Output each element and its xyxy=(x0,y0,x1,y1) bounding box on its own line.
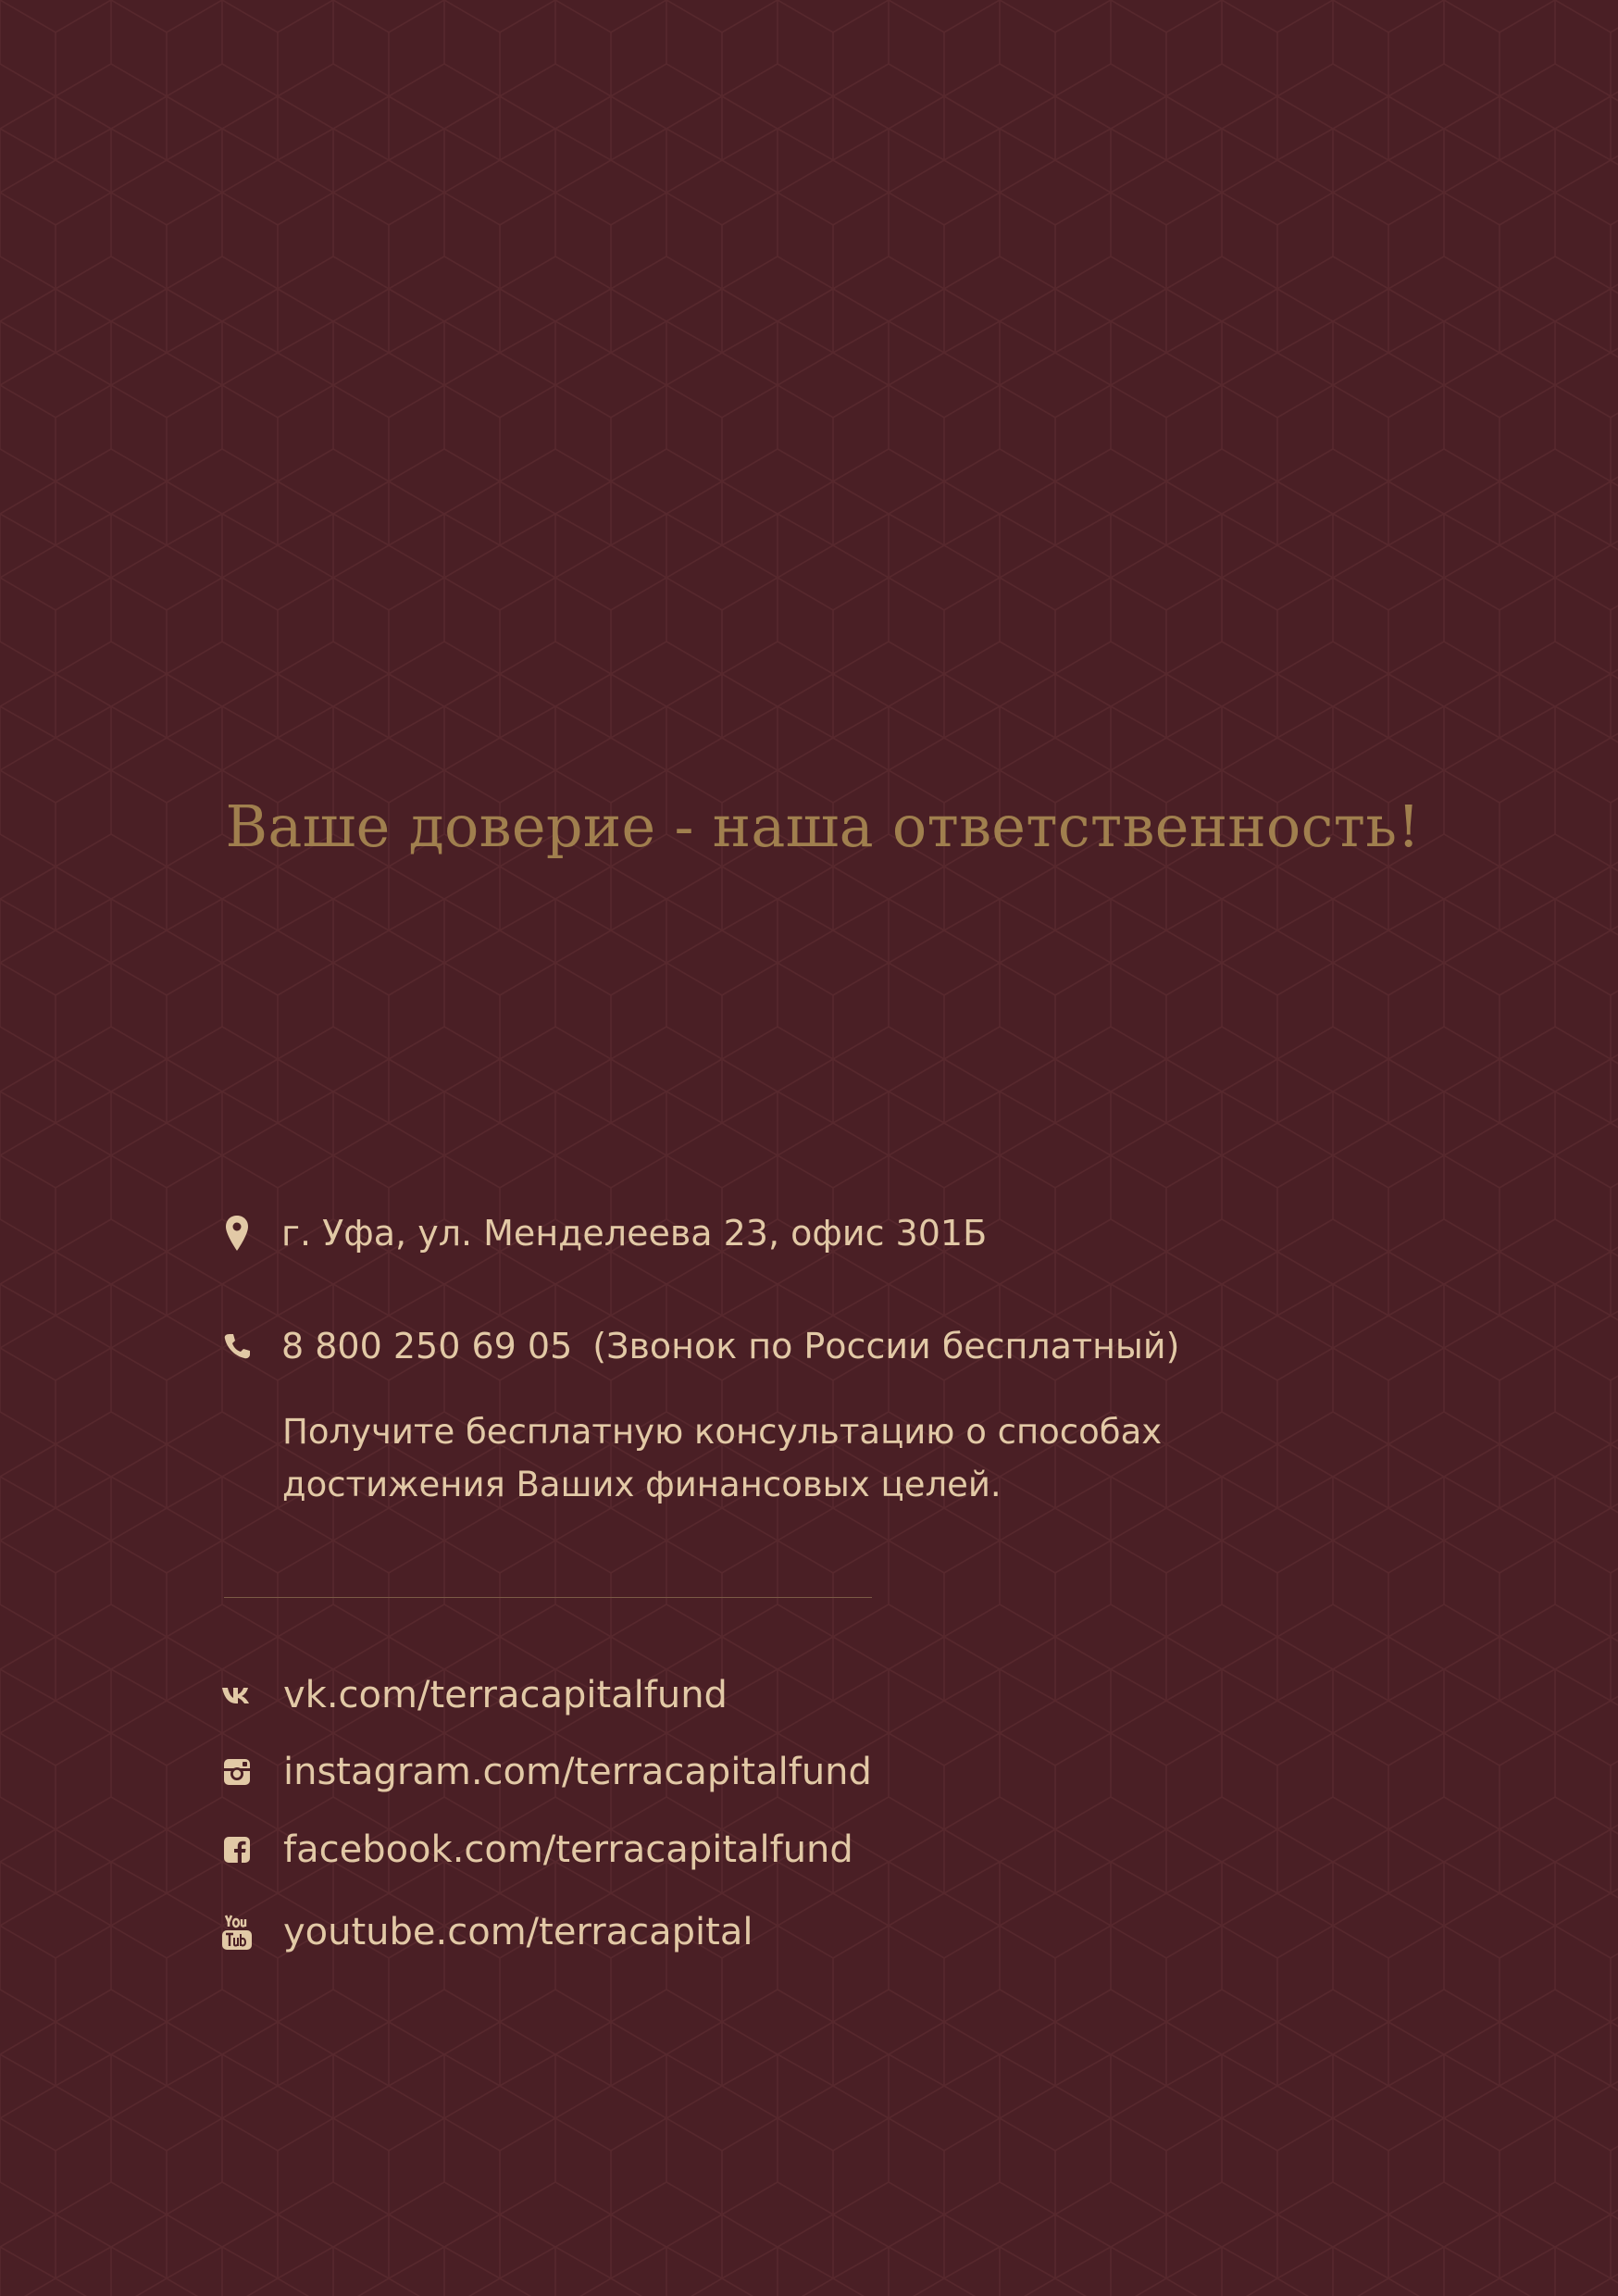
youtube-icon xyxy=(220,1912,254,1953)
divider xyxy=(224,1597,872,1598)
consultation-line-1: Получите бесплатную консультацию о способах xyxy=(282,1412,1163,1452)
tagline: Ваше доверие - наша ответственность! xyxy=(225,792,1421,860)
address-row xyxy=(220,1213,987,1254)
consultation-text xyxy=(282,1405,1162,1511)
phone-icon xyxy=(220,1326,254,1366)
phone-row xyxy=(220,1326,1179,1366)
social-link-instagram[interactable] xyxy=(220,1751,872,1793)
vk-icon xyxy=(220,1675,254,1716)
facebook-icon xyxy=(220,1829,254,1870)
phone-note: (Звонок по России бесплатный) xyxy=(592,1326,1180,1366)
instagram-icon xyxy=(220,1752,254,1792)
instagram-url[interactable]: instagram.com/terracapitalfund xyxy=(283,1751,872,1793)
social-link-youtube[interactable] xyxy=(220,1911,753,1953)
social-link-vk[interactable] xyxy=(220,1674,728,1716)
facebook-url[interactable]: facebook.com/terracapitalfund xyxy=(283,1828,853,1871)
phone-number[interactable]: 8 800 250 69 05 xyxy=(281,1326,573,1366)
youtube-url[interactable]: youtube.com/terracapital xyxy=(283,1911,753,1953)
address-text: г. Уфа, ул. Менделеева 23, офис 301Б xyxy=(281,1213,988,1254)
consultation-line-2: достижения Ваших финансовых целей. xyxy=(282,1465,1002,1504)
social-link-facebook[interactable] xyxy=(220,1828,853,1871)
vk-url[interactable]: vk.com/terracapitalfund xyxy=(283,1674,728,1716)
map-pin-icon xyxy=(220,1213,254,1254)
